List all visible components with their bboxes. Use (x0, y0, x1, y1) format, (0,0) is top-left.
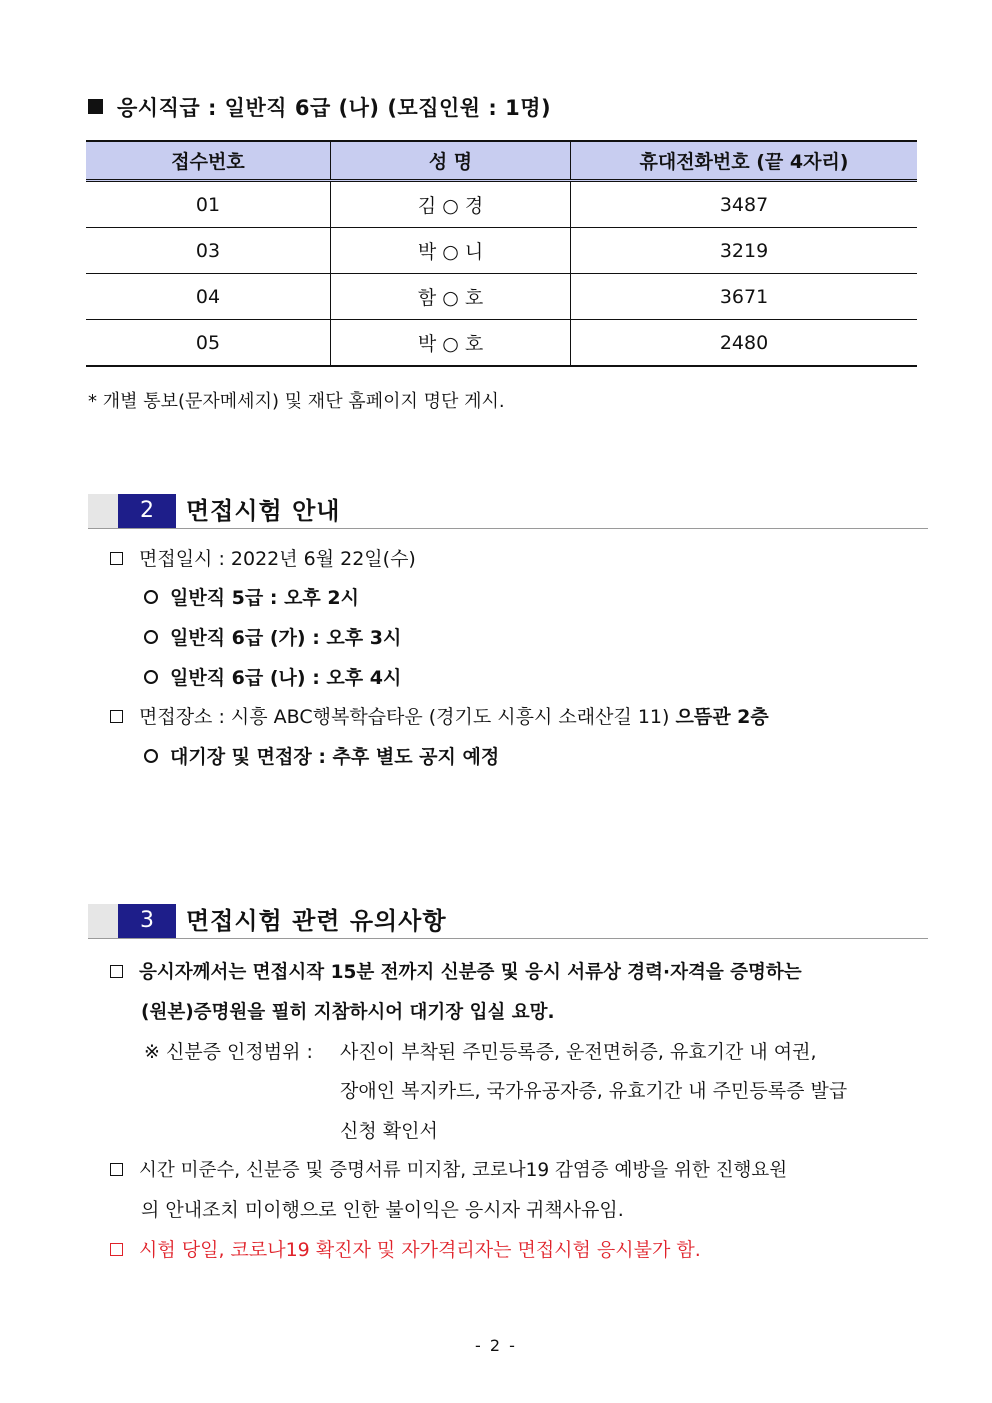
section-heading: 면접시험 관련 유의사항 (186, 907, 447, 935)
checkbox-bullet-icon (110, 710, 123, 723)
interview-time-item: 일반직 5급 : 오후 2시 (144, 583, 359, 610)
section-heading: 면접시험 안내 (186, 497, 341, 525)
square-bullet-icon (88, 99, 103, 114)
table-row (86, 181, 917, 228)
caution-item-3: 시험 당일, 코로나19 확진자 및 자가격리자는 면접시험 응시불가 함. (110, 1235, 701, 1262)
interview-date-item: 면접일시 : 2022년 6월 22일(수) (110, 544, 416, 571)
cell-name: 박 ○ 호 (331, 320, 571, 367)
cell-receipt-number: 04 (86, 274, 331, 320)
interview-time-item: 일반직 6급 (가) : 오후 3시 (144, 623, 401, 650)
cell-name: 김 ○ 경 (331, 181, 571, 228)
circle-bullet-icon (144, 630, 158, 644)
header-name: 성 명 (331, 141, 571, 181)
notice-note: * 개별 통보(문자메세지) 및 재단 홈페이지 명단 게시. (88, 391, 505, 412)
section-number: 3 (118, 904, 176, 938)
caution-item-1-cont: (원본)증명원을 필히 지참하시어 대기장 입실 요망. (141, 1002, 555, 1023)
circle-bullet-icon (144, 670, 158, 684)
cell-phone: 3671 (571, 274, 918, 320)
checkbox-bullet-icon (110, 1163, 123, 1176)
checkbox-bullet-icon (110, 1243, 123, 1256)
cell-phone: 3219 (571, 228, 918, 274)
id-note-line: 사진이 부착된 주민등록증, 운전면허증, 유효기간 내 여권, (340, 1041, 817, 1063)
id-note-line: 장애인 복지카드, 국가유공자증, 유효기간 내 주민등록증 발급 (340, 1080, 848, 1102)
caution-item-1: 응시자께서는 면접시작 15분 전까지 신분증 및 응시 서류상 경력·자격을 증명하는 (110, 958, 802, 984)
checkbox-bullet-icon (110, 552, 123, 565)
checkbox-bullet-icon (110, 965, 123, 978)
result-table (86, 140, 917, 367)
section-header-bar (88, 494, 118, 528)
section-number: 2 (118, 494, 176, 528)
caution-item-2: 시간 미준수, 신분증 및 증명서류 미지참, 코로나19 감염증 예방을 위한 진행요원 (110, 1156, 787, 1182)
table-row (86, 320, 917, 367)
interview-time-item: 일반직 6급 (나) : 오후 4시 (144, 663, 401, 690)
table-header-row (86, 141, 917, 181)
circle-bullet-icon (144, 590, 158, 604)
cell-receipt-number: 01 (86, 181, 331, 228)
place-floor: 으뜸관 2층 (675, 706, 769, 728)
waiting-room-item: 대기장 및 면접장 : 추후 별도 공지 예정 (144, 742, 499, 769)
section-2-header (88, 494, 928, 529)
cell-name: 함 ○ 호 (331, 274, 571, 320)
circle-bullet-icon (144, 749, 158, 763)
cell-receipt-number: 05 (86, 320, 331, 367)
section-header-bar (88, 904, 118, 938)
page-number: - 2 - (475, 1336, 517, 1355)
section-title: 응시직급 : 일반직 6급 (나) (모집인원 : 1명) (88, 92, 551, 122)
id-note-line: 신청 확인서 (340, 1120, 438, 1142)
table-row (86, 274, 917, 320)
table-row (86, 228, 917, 274)
header-receipt-number: 접수번호 (86, 141, 331, 181)
caution-item-2-cont: 의 안내조치 미이행으로 인한 불이익은 응시자 귀책사유임. (141, 1199, 624, 1221)
cell-phone: 2480 (571, 320, 918, 367)
section-3-header (88, 904, 928, 939)
id-note-label: ※ 신분증 인정범위 : (144, 1041, 313, 1063)
cell-name: 박 ○ 니 (331, 228, 571, 274)
header-phone: 휴대전화번호 (끝 4자리) (571, 141, 918, 181)
cell-phone: 3487 (571, 181, 918, 228)
cell-receipt-number: 03 (86, 228, 331, 274)
interview-place-item: 면접장소 : 시흥 ABC행복학습타운 (경기도 시흥시 소래산길 11) 으뜸관 2층 (110, 702, 769, 729)
